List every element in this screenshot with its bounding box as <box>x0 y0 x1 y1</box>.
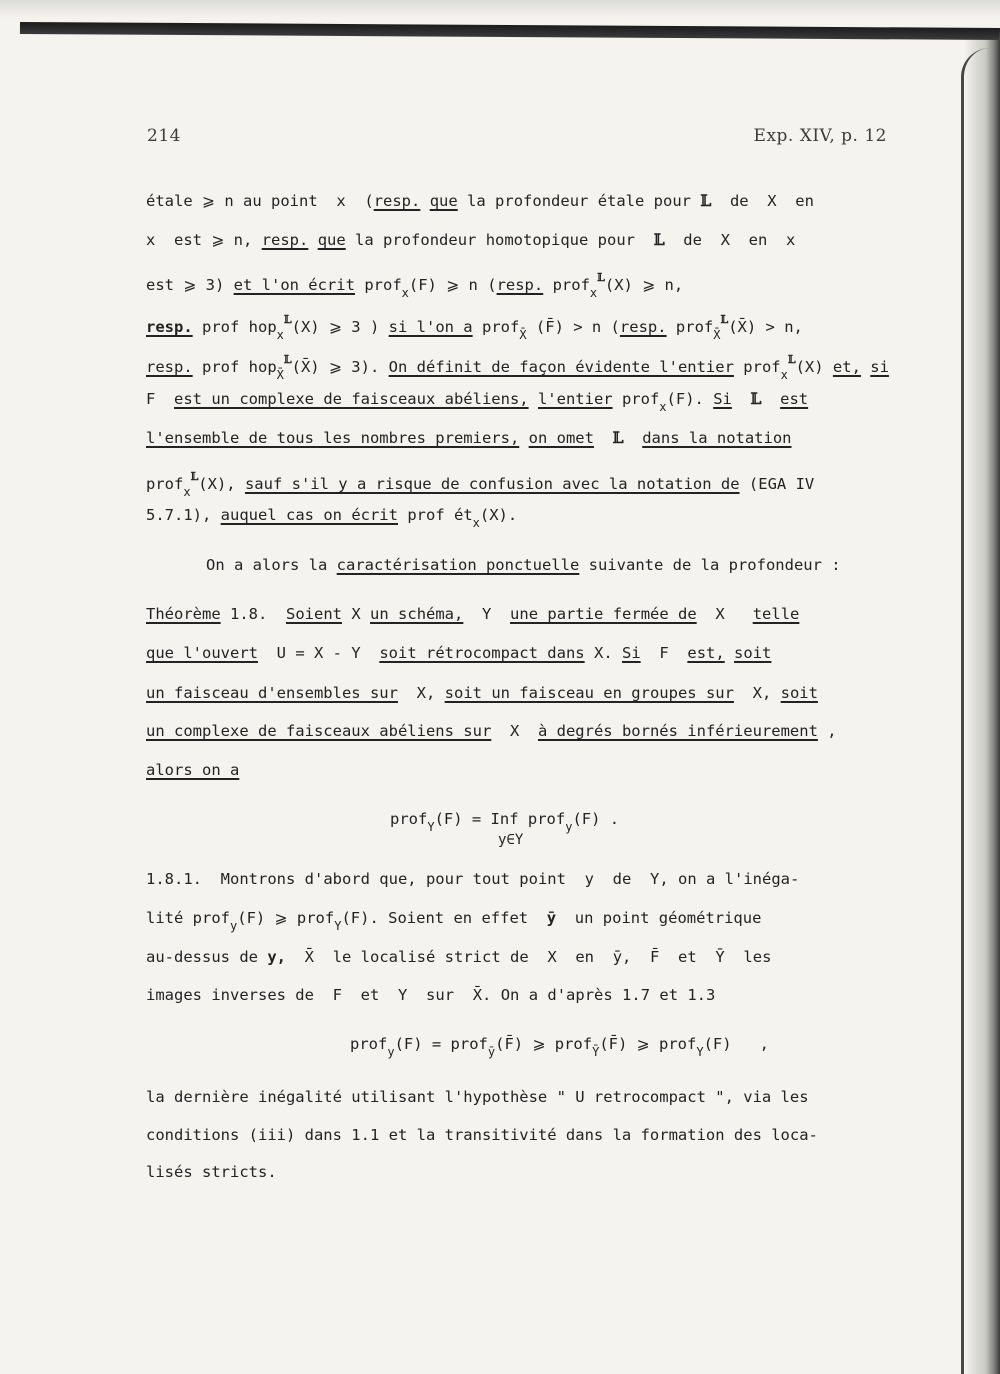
scan-shadow <box>0 0 1000 18</box>
text-line-2: x est ⩾ n, resp. que la profondeur homotopique pour 𝕃 de X en x <box>146 230 796 249</box>
equation-1: prof$_Y$(F) = Inf prof$_y$(F) . <box>390 810 620 834</box>
equation-2: prof$_y$(F) = prof$_ȳ$(F̄) ⩾ prof$_Ȳ$(F̄) ⩾ prof$_Y$(F) , <box>350 1035 769 1059</box>
theorem-line-3: un faisceau d'ensembles sur X, soit un faisceau en groupes sur X, soit <box>146 684 818 702</box>
theorem-line-1: Théorème 1.8. Soient X un schéma, Y une partie fermée de X telle <box>146 605 800 623</box>
book-binding-edge <box>961 48 990 1374</box>
text-line-10: On a alors la caractérisation ponctuelle suivante de la profondeur : <box>206 556 841 574</box>
text-line-7: l'ensemble de tous les nombres premiers, on omet 𝕃 dans la notation <box>146 428 792 447</box>
theorem-line-4: un complexe de faisceaux abéliens sur X à degrés bornés inférieurement , <box>146 722 837 740</box>
running-title: Exp. XIV, p. 12 <box>753 126 887 146</box>
text-line-3: est ⩾ 3) et l'on écrit prof$_x$(F) ⩾ n (resp. prof$_x^𝕃$(X) ⩾ n, <box>146 271 684 300</box>
equation-1-subscript: y∈Y <box>498 832 524 848</box>
text-line-1: étale ⩾ n au point x (resp. que la profondeur étale pour 𝕃 de X en <box>146 191 814 210</box>
text-line-final-2: conditions (iii) dans 1.1 et la transitivité dans la formation des loca- <box>146 1126 818 1144</box>
text-line-9: 5.7.1), auquel cas on écrit prof $ét_x(X)$. <box>146 506 518 530</box>
text-line-181-2: lité prof$_y$(F) ⩾ prof$_Y$(F). Soient en effet ȳ un point géométrique <box>146 909 762 933</box>
theorem-line-2: que l'ouvert U = X - Y soit rétrocompact dans X. Si F est, soit <box>146 644 772 662</box>
text-line-6: F est un complexe de faisceaux abéliens, l'entier prof$_x$(F). Si 𝕃 est <box>146 389 809 414</box>
text-line-181-1: 1.8.1. Montrons d'abord que, pour tout point y de Y, on a l'inéga- <box>146 870 800 888</box>
text-line-181-4: images inverses de F et Y sur X̄. On a d'après 1.7 et 1.3 <box>146 986 716 1004</box>
text-line-5: resp. prof hop$_{X̄}^𝕃$(X̄) ⩾ 3). On définit de façon évidente l'entier prof$_x^𝕃$(X) et, si <box>146 353 889 382</box>
text-line-final-3: lisés stricts. <box>146 1163 277 1181</box>
text-line-181-3: au-dessus de y, X̄ le localisé strict de X en ȳ, F̄ et Ȳ les <box>146 948 772 966</box>
page-number: 214 <box>147 126 181 146</box>
theorem-line-5: alors on a <box>146 761 240 779</box>
text-line-final-1: la dernière inégalité utilisant l'hypothèse " U retrocompact ", via les <box>146 1088 809 1106</box>
text-line-4: resp. prof hop$_x^𝕃$(X) ⩾ 3 ) si l'on a prof$_{X̄}$ (F̄) > n (resp. prof$_{X̄}^𝕃$(X̄) > n, <box>146 313 803 342</box>
scan-top-rule <box>20 22 1000 40</box>
text-line-8: prof$_x^𝕃$(X), sauf s'il y a risque de confusion avec la notation de (EGA IV <box>146 470 815 499</box>
